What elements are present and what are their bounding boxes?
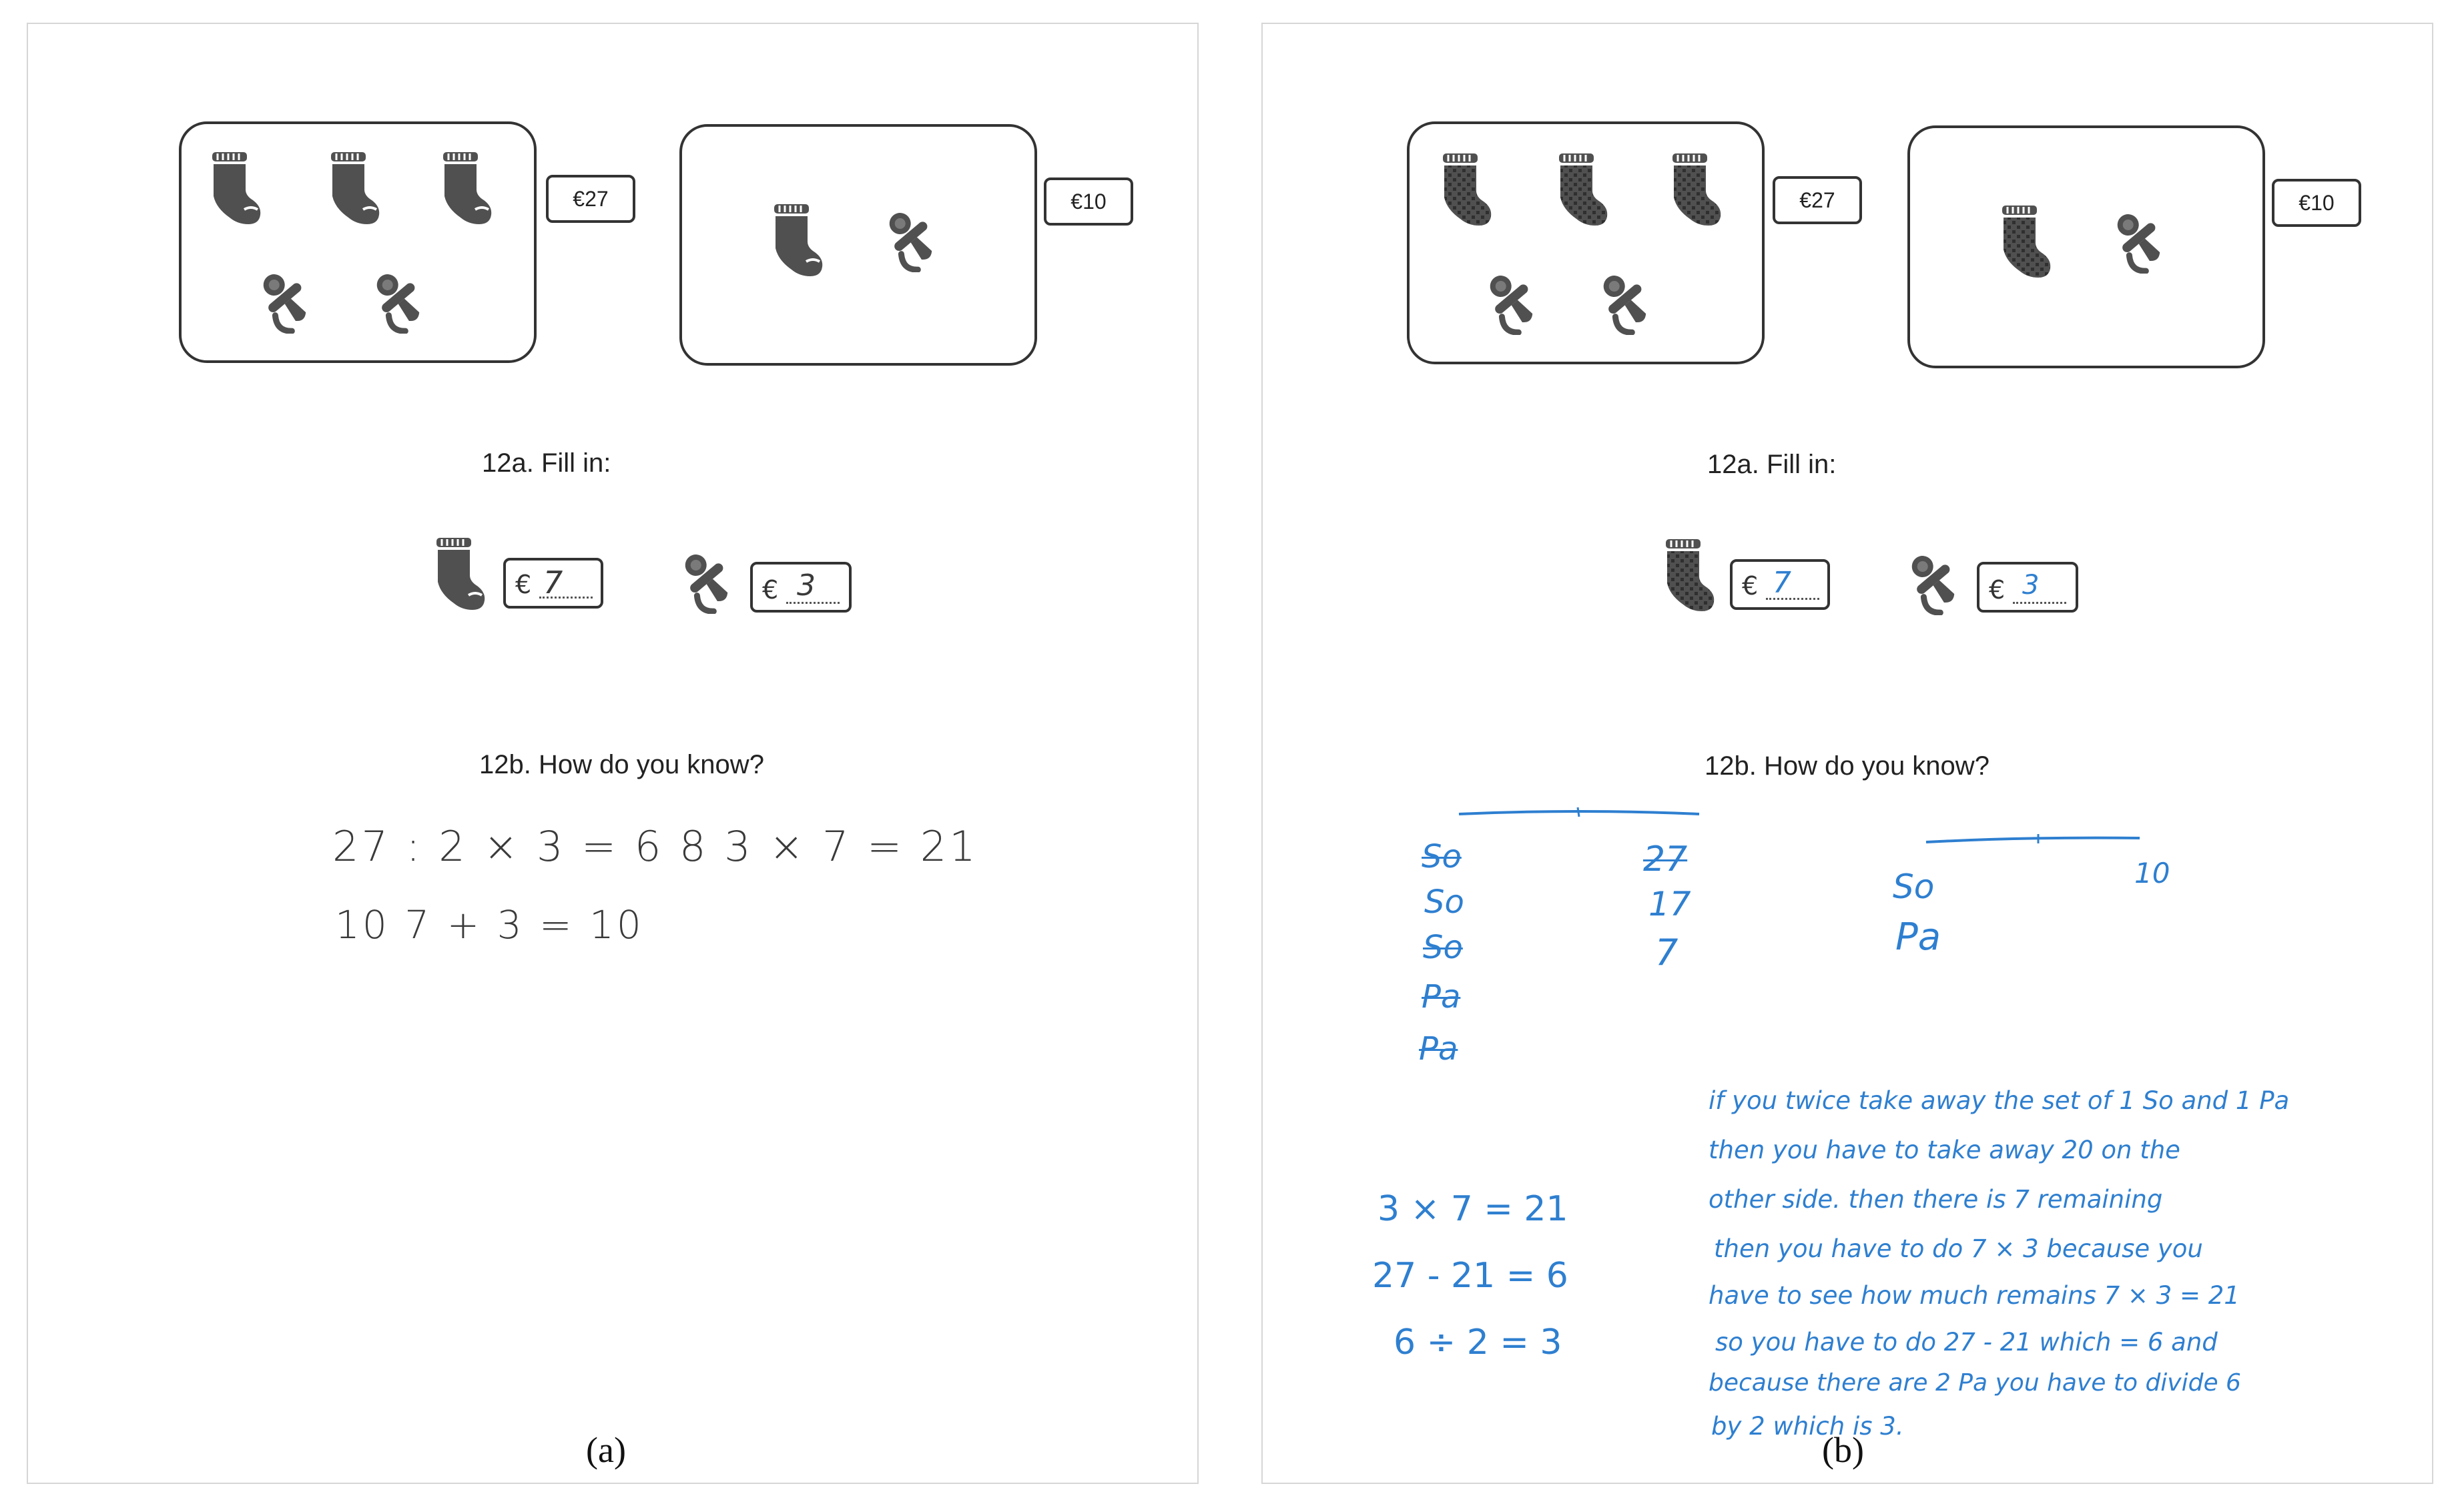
right-table-10: 10 <box>2134 857 2170 889</box>
pacifier-icon <box>1480 268 1547 335</box>
left-table-27: 27 <box>1643 839 1688 879</box>
right-table-pa: Pa <box>1895 915 1941 959</box>
pacifier-price-prefix: € <box>762 575 779 605</box>
right-table-so: So <box>1893 867 1935 906</box>
explanation-line-6: so you have to do 27 - 21 which = 6 and <box>1715 1328 2218 1357</box>
pacifier-icon <box>1594 268 1660 335</box>
pacifier-icon <box>2108 207 2174 274</box>
left-table-17: 17 <box>1648 885 1691 923</box>
sock-icon <box>1660 539 1721 614</box>
pacifier-icon <box>367 267 434 334</box>
explanation-line-5: have to see how much remains 7 × 3 = 21 <box>1709 1281 2240 1310</box>
sock-icon <box>431 538 491 613</box>
sock-icon <box>326 152 386 227</box>
pacifier-price-prefix: € <box>1989 575 2006 605</box>
handwritten-work-line-1: 27 : 2 × 3 = 6 8 3 × 7 = 21 <box>332 822 978 871</box>
calc-line-2: 27 - 21 = 6 <box>1372 1256 1568 1296</box>
pacifier-icon <box>254 267 320 334</box>
explanation-line-3: other side. then there is 7 remaining <box>1709 1185 2163 1214</box>
price-tag-2 <box>2272 179 2361 227</box>
question-12a: 12a. Fill in: <box>1707 450 1837 479</box>
sock-price-field[interactable] <box>503 558 603 609</box>
pacifier-icon <box>880 206 946 272</box>
explanation-line-7: because there are 2 Pa you have to divide 6 <box>1709 1369 2241 1397</box>
sock-icon <box>769 204 829 279</box>
explanation-line-1: if you twice take away the set of 1 So and 1 Pa <box>1709 1086 2290 1115</box>
sock-icon <box>438 152 498 227</box>
pacifier-icon <box>675 547 742 614</box>
pacifier-price-dotline <box>786 602 840 604</box>
handwritten-work-line-2: 10 7 + 3 = 10 <box>335 902 644 948</box>
left-table-so-2: So <box>1424 883 1464 921</box>
sock-price-field[interactable] <box>1730 559 1830 610</box>
sock-icon <box>1667 153 1727 228</box>
explanation-line-4: then you have to do 7 × 3 because you <box>1714 1234 2203 1263</box>
sock-price-dotline <box>539 597 593 599</box>
left-table-so-3: So <box>1423 929 1463 966</box>
panel-a <box>27 23 1199 1484</box>
sock-price-value: 7 <box>543 564 563 601</box>
price-tag-2 <box>1044 177 1133 226</box>
sock-icon <box>1554 153 1614 228</box>
price-tag-1 <box>1773 176 1862 224</box>
question-12a: 12a. Fill in: <box>482 448 611 478</box>
explanation-line-2: then you have to take away 20 on the <box>1709 1136 2180 1164</box>
calc-line-1: 3 × 7 = 21 <box>1378 1189 1568 1229</box>
price-tag-1-label: €27 <box>1799 187 1835 212</box>
caption-b: (b) <box>1822 1430 1864 1470</box>
calc-line-3: 6 ÷ 2 = 3 <box>1394 1322 1562 1363</box>
item-set-box-2 <box>679 124 1037 366</box>
balance-table-right-lines <box>1923 830 2144 853</box>
pacifier-price-dotline <box>2013 602 2066 604</box>
sock-price-value: 7 <box>1773 566 1791 600</box>
pacifier-price-field[interactable] <box>750 562 852 613</box>
sock-price-prefix: € <box>1742 571 1759 601</box>
sock-icon <box>1997 206 2057 280</box>
left-table-pa-2: Pa <box>1419 1030 1458 1068</box>
left-table-7: 7 <box>1655 931 1678 974</box>
sock-icon <box>1438 153 1498 228</box>
price-tag-2-label: €10 <box>2299 190 2335 215</box>
explanation-line-8: by 2 which is 3. <box>1711 1412 1904 1441</box>
pacifier-price-value: 3 <box>797 569 816 603</box>
question-12b: 12b. How do you know? <box>479 750 764 779</box>
sock-price-prefix: € <box>515 570 532 599</box>
price-tag-1-label: €27 <box>573 186 609 211</box>
caption-a: (a) <box>586 1430 626 1470</box>
item-set-box-2 <box>1907 125 2265 368</box>
sock-price-dotline <box>1766 598 1819 600</box>
pacifier-price-value: 3 <box>2022 570 2040 601</box>
left-table-so-1: So <box>1422 838 1462 875</box>
price-tag-1 <box>546 175 635 223</box>
left-table-pa-1: Pa <box>1422 978 1461 1016</box>
pacifier-price-field[interactable] <box>1977 562 2078 613</box>
sock-icon <box>207 152 267 227</box>
question-12b: 12b. How do you know? <box>1705 751 1990 781</box>
price-tag-2-label: €10 <box>1070 189 1107 214</box>
pacifier-icon <box>1902 548 1969 615</box>
balance-table-left-lines <box>1456 803 1703 830</box>
panel-b <box>1261 23 2433 1484</box>
